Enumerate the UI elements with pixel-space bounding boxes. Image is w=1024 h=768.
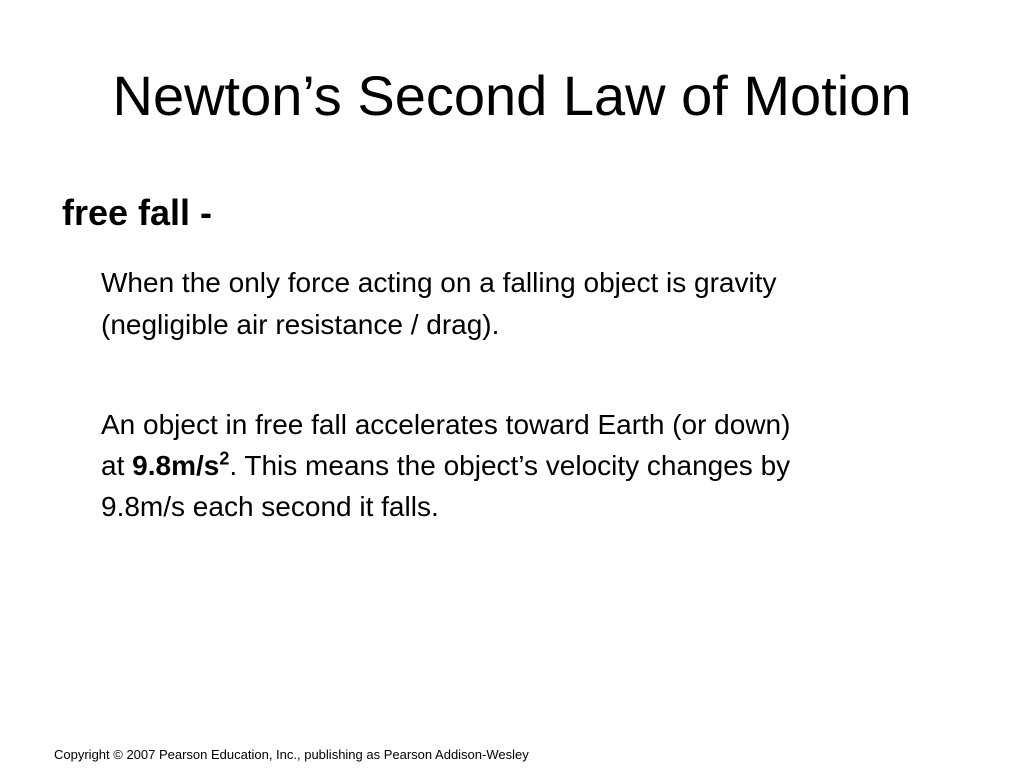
slide-title: Newton’s Second Law of Motion [112,64,912,127]
explanation-line-1: An object in free fall accelerates toward Earth (or down) [101,409,791,440]
acceleration-exponent: 2 [219,448,230,469]
definition-line-1: When the only force acting on a falling object is gravity [101,267,777,298]
explanation-line-3: 9.8m/s each second it falls. [101,491,439,522]
acceleration-value: 9.8m/s [132,450,220,481]
definition-line-2: (negligible air resistance / drag). [101,309,500,340]
term-heading: free fall - [62,192,213,233]
explanation-prefix: at [101,450,133,481]
definition-paragraph [101,262,981,346]
explanation-paragraph [101,404,981,527]
copyright-footer: Copyright © 2007 Pearson Education, Inc., publishing as Pearson Addison-Wesley [54,747,529,762]
explanation-after: . This means the object’s velocity changes by [229,450,791,481]
